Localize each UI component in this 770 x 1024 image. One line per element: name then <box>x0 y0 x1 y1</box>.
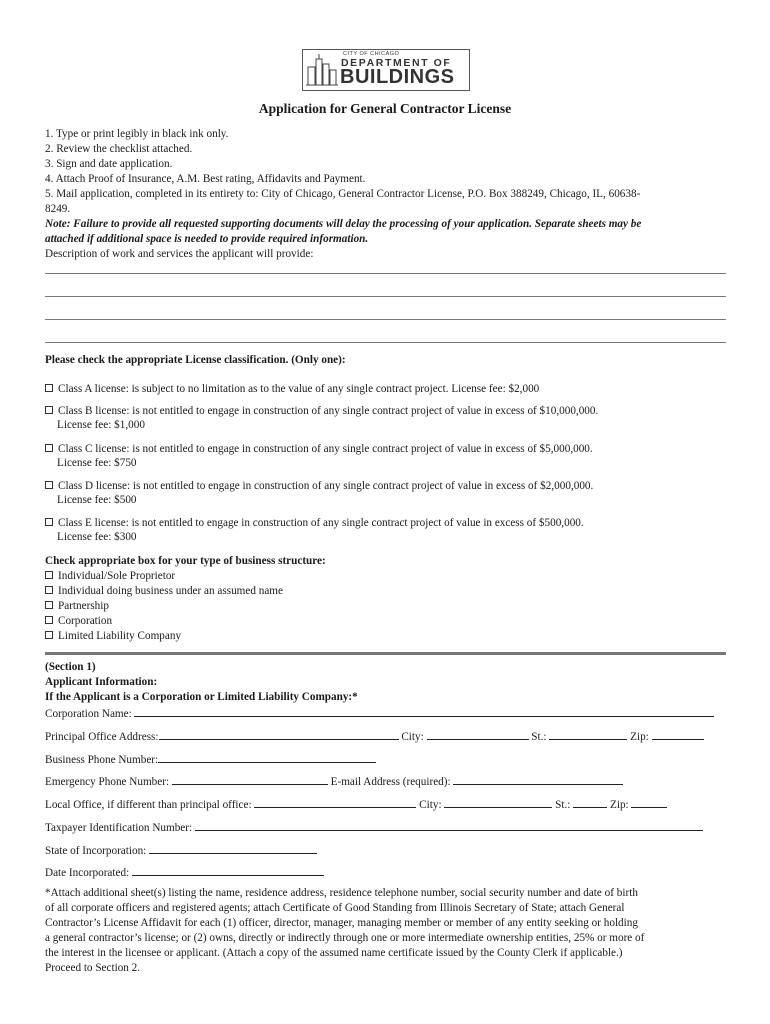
note-line-2: attached if additional space is needed to provide required information. <box>45 233 369 245</box>
section-divider <box>45 652 726 655</box>
checkbox[interactable] <box>45 586 53 594</box>
checkbox[interactable] <box>45 601 53 609</box>
local-zip-field[interactable] <box>631 797 667 808</box>
checkbox[interactable] <box>45 571 53 579</box>
city-skyline-icon <box>306 53 338 87</box>
footnote-line-4: a general contractor’s license; or (2) owns, directly or indirectly through one or more intermediate ownership entities, 25% or more of <box>45 932 645 944</box>
description-line-4[interactable] <box>45 342 726 343</box>
checkbox[interactable] <box>45 631 53 639</box>
description-line-1[interactable] <box>45 273 726 274</box>
corporation-name-field[interactable] <box>134 706 714 717</box>
license-class-a[interactable]: Class A license: is subject to no limitation as to the value of any single contract project. License fee: $2,000 <box>45 383 539 395</box>
business-phone-row: Business Phone Number: <box>45 752 376 766</box>
structure-option[interactable]: Limited Liability Company <box>45 630 181 642</box>
department-logo <box>302 49 470 91</box>
structure-heading: Check appropriate box for your type of business structure: <box>45 555 326 567</box>
instruction-5: 5. Mail application, completed in its entirety to: City of Chicago, General Contractor License, P.O. Box 388249, Chicago, IL, 60638- <box>45 188 641 200</box>
footnote-line-1: *Attach additional sheet(s) listing the name, residence address, residence telephone number, social security number and date of birth <box>45 887 638 899</box>
page-title: Application for General Contractor License <box>258 101 512 116</box>
instruction-3: 3. Sign and date application. <box>45 158 173 170</box>
logo-department-text: DEPARTMENT OF <box>341 57 452 69</box>
structure-option[interactable]: Corporation <box>45 615 112 627</box>
state-field[interactable] <box>549 729 627 740</box>
license-class-b-fee: License fee: $1,000 <box>57 419 145 431</box>
license-class-d[interactable]: Class D license: is not entitled to engage in construction of any single contract project of value in excess of $2,000,000. <box>45 480 593 492</box>
license-class-d-fee: License fee: $500 <box>57 494 137 506</box>
principal-office-row: Principal Office Address: City: St.: Zip: <box>45 729 704 743</box>
instruction-5-cont: 8249. <box>45 203 71 215</box>
section1-subtitle: Applicant Information: <box>45 676 158 688</box>
structure-option[interactable]: Partnership <box>45 600 109 612</box>
description-label: Description of work and services the applicant will provide: <box>45 248 314 260</box>
local-state-field[interactable] <box>573 797 607 808</box>
checkbox[interactable] <box>45 481 53 489</box>
license-class-b[interactable]: Class B license: is not entitled to engage in construction of any single contract project of value in excess of $10,000,000. <box>45 405 598 417</box>
checkbox[interactable] <box>45 518 53 526</box>
emergency-phone-field[interactable] <box>172 774 328 785</box>
footnote-line-3: Contractor’s License Affidavit for each (1) officer, director, manager, managing member or member of any entity seeking or holding <box>45 917 638 929</box>
local-office-field[interactable] <box>254 797 416 808</box>
logo-buildings-text: BUILDINGS <box>340 66 455 88</box>
zip-field[interactable] <box>652 729 704 740</box>
logo-city-text: CITY OF CHICAGO <box>343 51 400 57</box>
business-phone-field[interactable] <box>158 752 376 763</box>
state-incorporation-row: State of Incorporation: <box>45 843 317 857</box>
city-field[interactable] <box>427 729 529 740</box>
instruction-1: 1. Type or print legibly in black ink only. <box>45 128 229 140</box>
description-line-2[interactable] <box>45 296 726 297</box>
email-field[interactable] <box>453 774 623 785</box>
taxpayer-id-field[interactable] <box>195 820 703 831</box>
checkbox[interactable] <box>45 406 53 414</box>
license-class-e-fee: License fee: $300 <box>57 531 137 543</box>
local-city-field[interactable] <box>444 797 552 808</box>
taxpayer-id-row: Taxpayer Identification Number: <box>45 820 703 834</box>
state-incorporation-field[interactable] <box>149 843 317 854</box>
footnote-line-2: of all corporate officers and registered agents; attach Certificate of Good Standing from Illinois Secretary of State; attach General <box>45 902 625 914</box>
section1-condition: If the Applicant is a Corporation or Limited Liability Company:* <box>45 691 358 703</box>
emergency-phone-row: Emergency Phone Number: E-mail Address (required): <box>45 774 623 788</box>
checkbox[interactable] <box>45 444 53 452</box>
note-line-1: Note: Failure to provide all requested supporting documents will delay the processing of your application. Separate sheets may be <box>45 218 642 230</box>
structure-option[interactable]: Individual/Sole Proprietor <box>45 570 175 582</box>
footnote-line-6: Proceed to Section 2. <box>45 962 141 974</box>
corporation-name-row: Corporation Name: <box>45 706 714 720</box>
date-incorporated-row: Date Incorporated: <box>45 865 324 879</box>
principal-office-field[interactable] <box>159 729 399 740</box>
footnote-line-5: the interest in the licensee or applicant. (Attach a copy of the assumed name certificate issued by the County Clerk if applicable.) <box>45 947 623 959</box>
structure-option[interactable]: Individual doing business under an assumed name <box>45 585 283 597</box>
checkbox[interactable] <box>45 616 53 624</box>
checkbox[interactable] <box>45 384 53 392</box>
date-incorporated-field[interactable] <box>132 865 324 876</box>
license-heading: Please check the appropriate License classification. (Only one): <box>45 354 346 366</box>
instruction-4: 4. Attach Proof of Insurance, A.M. Best rating, Affidavits and Payment. <box>45 173 366 185</box>
license-class-e[interactable]: Class E license: is not entitled to engage in construction of any single contract project of value in excess of $500,000. <box>45 517 584 529</box>
local-office-row: Local Office, if different than principal office: City: St.: Zip: <box>45 797 667 811</box>
license-class-c-fee: License fee: $750 <box>57 457 137 469</box>
description-line-3[interactable] <box>45 319 726 320</box>
instruction-2: 2. Review the checklist attached. <box>45 143 193 155</box>
license-class-c[interactable]: Class C license: is not entitled to engage in construction of any single contract project of value in excess of $5,000,000. <box>45 443 593 455</box>
section1-label: (Section 1) <box>45 661 96 673</box>
